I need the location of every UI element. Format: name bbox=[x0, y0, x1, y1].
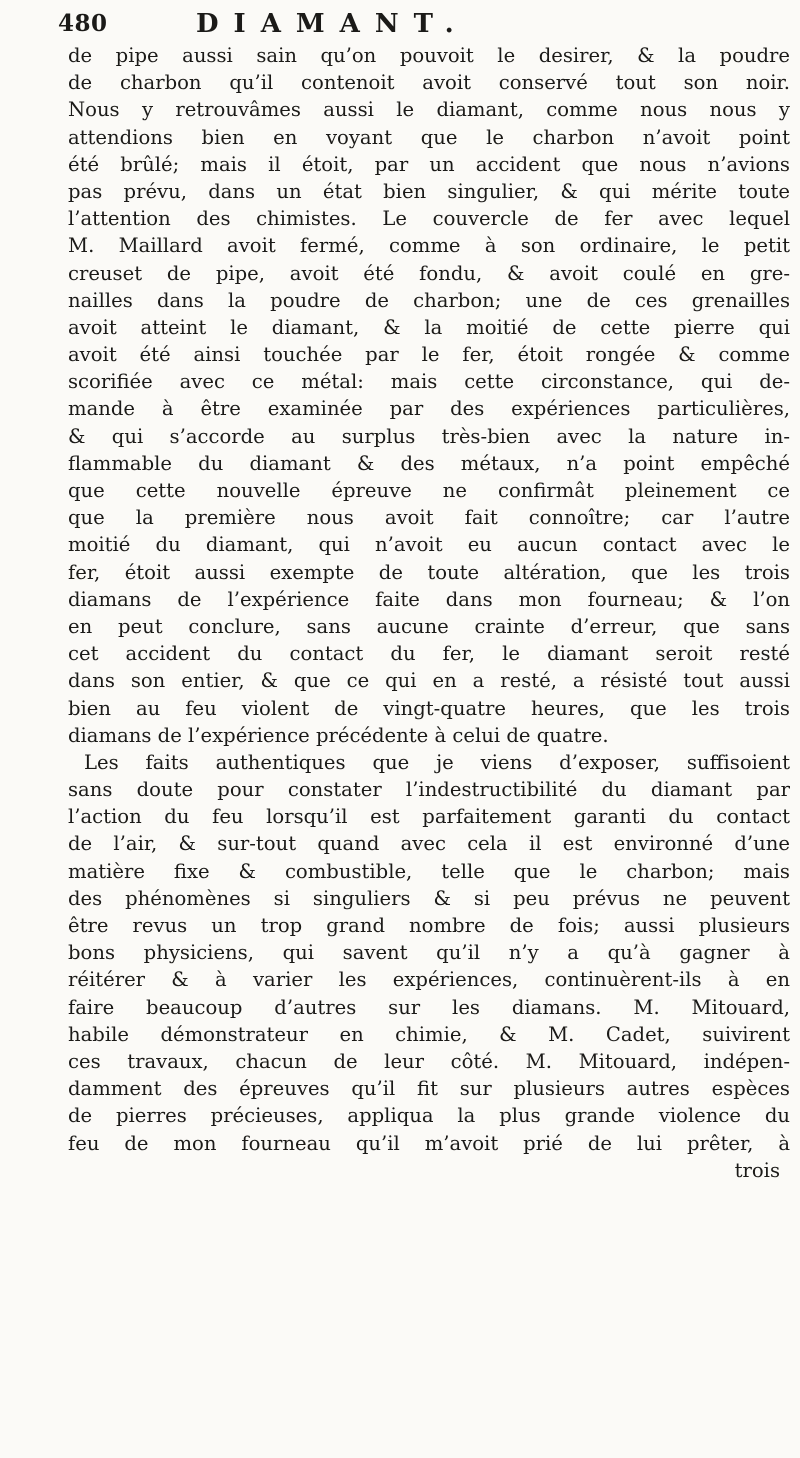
page-header bbox=[0, 10, 800, 44]
text-line: des phénomènes si singuliers & si peu prévus ne peuvent bbox=[68, 886, 790, 910]
text-line: damment des épreuves qu’il fit sur plusieurs autres espèces bbox=[68, 1077, 790, 1101]
text-line: faire beaucoup d’autres sur les diamans. M. Mitouard, bbox=[68, 995, 790, 1019]
text-line: cet accident du contact du fer, le diamant seroit resté bbox=[68, 642, 790, 666]
text-line: mande à être examinée par des expériences particulières, bbox=[68, 397, 790, 421]
catchword: trois bbox=[734, 1158, 780, 1182]
text-line: être revus un trop grand nombre de fois; aussi plusieurs bbox=[68, 914, 790, 937]
text-line: M. Maillard avoit fermé, comme à son ordinaire, le petit bbox=[68, 234, 790, 258]
text-line: fer, étoit aussi exempte de toute altération, que les trois bbox=[68, 560, 790, 584]
body-text bbox=[68, 42, 790, 1184]
text-line: Les faits authentiques que je viens d’exposer, suffisoient bbox=[84, 750, 790, 774]
text-line: de pipe aussi sain qu’on pouvoit le desirer, & la poudre bbox=[68, 44, 790, 67]
text-line: de pierres précieuses, appliqua la plus grande violence du bbox=[68, 1104, 790, 1128]
page-number: 480 bbox=[58, 10, 108, 37]
text-line: habile démonstrateur en chimie, & M. Cadet, suivirent bbox=[68, 1022, 790, 1046]
text-line: avoit atteint le diamant, & la moitié de cette pierre qui bbox=[68, 315, 790, 339]
text-line: bons physiciens, qui savent qu’il n’y a qu’à gagner à bbox=[68, 941, 790, 965]
text-line: nailles dans la poudre de charbon; une de ces grenailles bbox=[68, 288, 790, 312]
text-line: que la première nous avoit fait connoître; car l’autre bbox=[68, 506, 790, 530]
text-line: diamans de l’expérience précédente à celui de quatre. bbox=[68, 723, 609, 747]
text-line: sans doute pour constater l’indestructibilité du diamant par bbox=[68, 778, 790, 802]
text-line: feu de mon fourneau qu’il m’avoit prié de lui prêter, à bbox=[68, 1131, 790, 1155]
text-line: Nous y retrouvâmes aussi le diamant, comme nous nous y bbox=[68, 98, 790, 122]
text-line: de charbon qu’il contenoit avoit conservé tout son noir. bbox=[68, 71, 790, 95]
text-line: l’attention des chimistes. Le couvercle de fer avec lequel bbox=[68, 207, 790, 231]
text-line: que cette nouvelle épreuve ne confirmât pleinement ce bbox=[68, 479, 790, 502]
text-line: scorifiée avec ce métal: mais cette circonstance, qui de- bbox=[68, 370, 790, 394]
text-line: bien au feu violent de vingt-quatre heures, que les trois bbox=[68, 696, 790, 720]
text-line: & qui s’accorde au surplus très-bien avec la nature in- bbox=[68, 424, 790, 448]
text-line: été brûlé; mais il étoit, par un accident que nous n’avions bbox=[68, 152, 790, 176]
text-line: avoit été ainsi touchée par le fer, étoit rongée & comme bbox=[68, 343, 790, 367]
text-line: réitérer & à varier les expériences, continuèrent-ils à en bbox=[68, 968, 790, 992]
text-line: creuset de pipe, avoit été fondu, & avoit coulé en gre- bbox=[68, 261, 790, 285]
running-title: DIAMANT. bbox=[196, 9, 469, 39]
text-line: diamans de l’expérience faite dans mon fourneau; & l’on bbox=[68, 587, 790, 611]
text-line: flammable du diamant & des métaux, n’a point empêché bbox=[68, 451, 790, 475]
text-line: attendions bien en voyant que le charbon n’avoit point bbox=[68, 125, 790, 149]
text-line: de l’air, & sur-tout quand avec cela il est environné d’une bbox=[68, 832, 790, 856]
text-line: l’action du feu lorsqu’il est parfaitement garanti du contact bbox=[68, 805, 790, 829]
text-line: en peut conclure, sans aucune crainte d’erreur, que sans bbox=[68, 614, 790, 638]
text-line: matière fixe & combustible, telle que le charbon; mais bbox=[68, 859, 790, 883]
text-line: pas prévu, dans un état bien singulier, & qui mérite toute bbox=[68, 179, 790, 203]
text-line: ces travaux, chacun de leur côté. M. Mitouard, indépen- bbox=[68, 1049, 790, 1073]
text-line: dans son entier, & que ce qui en a resté, a résisté tout aussi bbox=[68, 669, 790, 693]
text-line: moitié du diamant, qui n’avoit eu aucun contact avec le bbox=[68, 533, 790, 557]
